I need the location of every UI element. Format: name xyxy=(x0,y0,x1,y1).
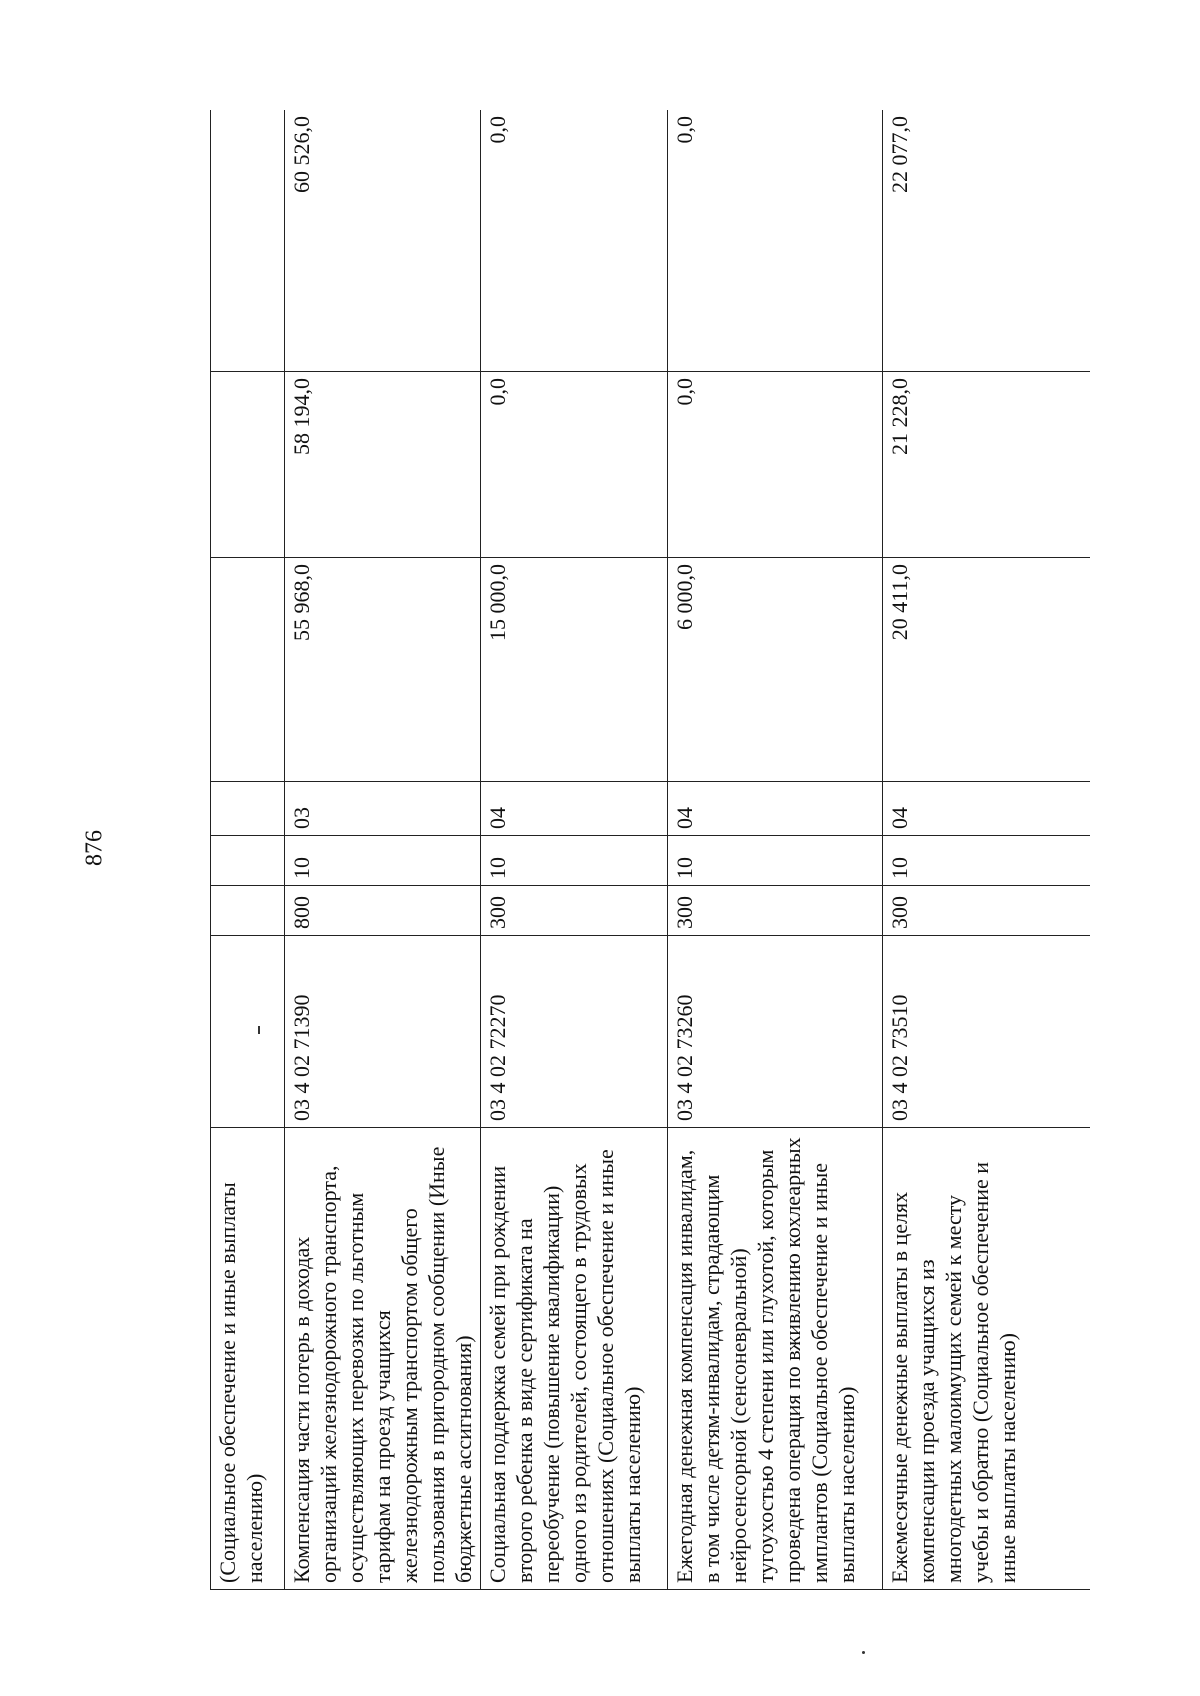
amount-year-2: 0,0 xyxy=(668,372,883,558)
scan-speck xyxy=(862,1651,865,1654)
rotated-table-container xyxy=(210,110,1090,1590)
amount-year-3: 0,0 xyxy=(668,110,883,372)
amount-year-3 xyxy=(211,110,285,372)
section-code: 10 xyxy=(883,836,1091,886)
section-code xyxy=(211,836,285,886)
row-name: Компенсация части потерь в доходах организаций железнодорожного транспорта, осуществляющих перевозки по льготным тарифам на проезд учащихся железнодорожным транспортом общего пользования в пригородном сообщении (Иные бюджетные ассигнования) xyxy=(285,1128,481,1590)
table-row xyxy=(211,110,285,1590)
section-code: 10 xyxy=(481,836,668,886)
amount-year-2: 58 194,0 xyxy=(285,372,481,558)
amount-year-3: 22 077,0 xyxy=(883,110,1091,372)
amount-year-3: 0,0 xyxy=(481,110,668,372)
subsection-code: 04 xyxy=(883,782,1091,836)
amount-year-2 xyxy=(211,372,285,558)
table-row xyxy=(285,110,481,1590)
expense-type-code: 300 xyxy=(481,886,668,936)
amount-year-2: 0,0 xyxy=(481,372,668,558)
amount-year-1 xyxy=(211,558,285,782)
table-row xyxy=(883,110,1091,1590)
amount-year-1: 55 968,0 xyxy=(285,558,481,782)
subsection-code xyxy=(211,782,285,836)
row-name: Социальная поддержка семей при рождении второго ребенка в виде сертификата на переобучение (повышение квалификации) одного из родителей, состоящего в трудовых отношениях (Социальное обеспечение и иные выплаты населению) xyxy=(481,1128,668,1590)
subsection-code: 03 xyxy=(285,782,481,836)
target-article-code xyxy=(211,936,285,1128)
row-name: Ежегодная денежная компенсация инвалидам, в том числе детям-инвалидам, страдающим нейросенсорной (сенсоневральной) тугоухостью 4 степени или глухотой, которым проведена операция по вживлению кохлеарных имплантов (Социальное обеспечение и иные выплаты населению) xyxy=(668,1128,883,1590)
subsection-code: 04 xyxy=(481,782,668,836)
expense-type-code: 800 xyxy=(285,886,481,936)
table-row xyxy=(668,110,883,1590)
page-number: 876 xyxy=(81,830,108,866)
amount-year-1: 6 000,0 xyxy=(668,558,883,782)
target-article-code: 03 4 02 71390 xyxy=(285,936,481,1128)
expense-type-code: 300 xyxy=(883,886,1091,936)
row-name: Ежемесячные денежные выплаты в целях компенсации проезда учащихся из многодетных малоимущих семей к месту учебы и обратно (Социальное обеспечение и иные выплаты населению) xyxy=(883,1128,1091,1590)
amount-year-2: 21 228,0 xyxy=(883,372,1091,558)
row-name: (Социальное обеспечение и иные выплаты населению) xyxy=(211,1128,285,1590)
section-code: 10 xyxy=(668,836,883,886)
amount-year-3: 60 526,0 xyxy=(285,110,481,372)
table-row xyxy=(481,110,668,1590)
budget-table xyxy=(210,110,1090,1590)
amount-year-1: 15 000,0 xyxy=(481,558,668,782)
amount-year-1: 20 411,0 xyxy=(883,558,1091,782)
subsection-code: 04 xyxy=(668,782,883,836)
section-code: 10 xyxy=(285,836,481,886)
target-article-code: 03 4 02 73510 xyxy=(883,936,1091,1128)
target-article-code: 03 4 02 72270 xyxy=(481,936,668,1128)
target-article-code: 03 4 02 73260 xyxy=(668,936,883,1128)
expense-type-code xyxy=(211,886,285,936)
expense-type-code: 300 xyxy=(668,886,883,936)
